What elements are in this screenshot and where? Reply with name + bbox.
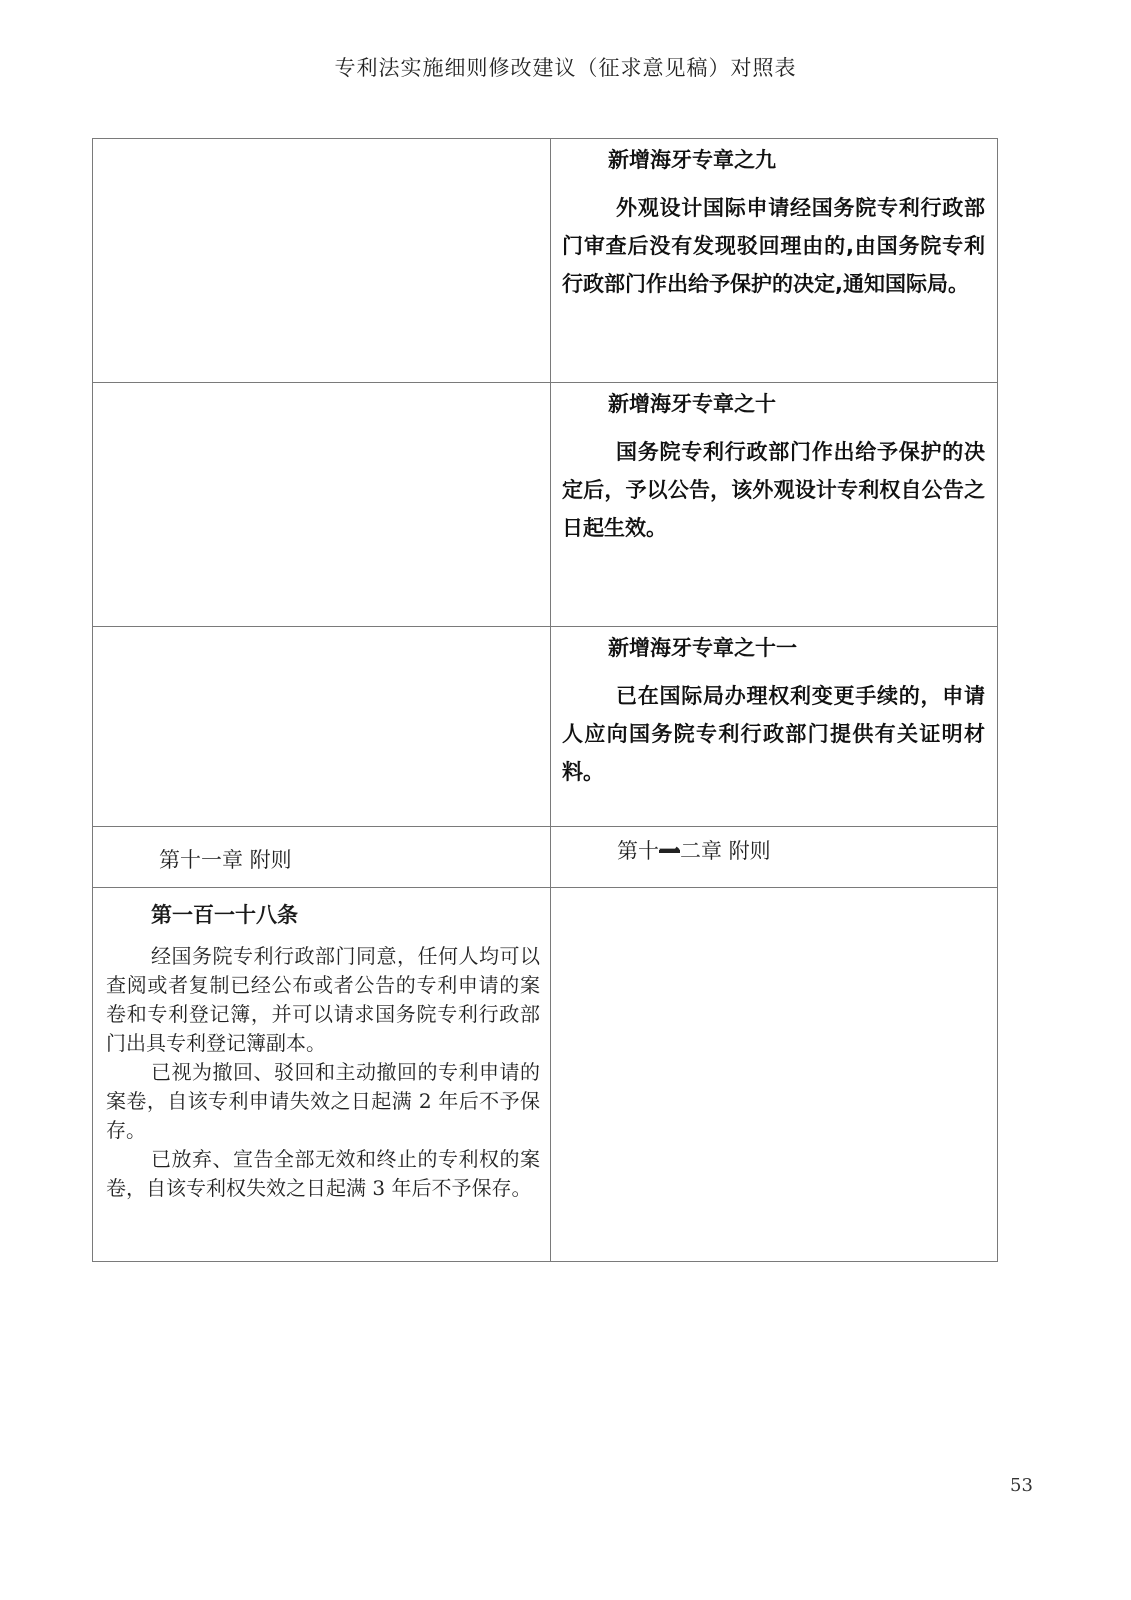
proposed-cell [551,627,998,827]
table-row [93,888,998,1262]
deleted-text: 一 [659,838,680,863]
article-paragraph: 经国务院专利行政部门同意，任何人均可以查阅或者复制已经公布或者公告的专利申请的案卷和专利登记簿，并可以请求国务院专利行政部门出具专利登记簿副本。 [106,944,540,1055]
proposed-article-cell [551,888,998,1262]
inserted-text: 二 [680,839,701,863]
comparison-table [92,138,998,1262]
original-chapter-title: 第十一章 附则 [159,848,292,872]
chapter-row [93,827,998,888]
original-cell [93,383,551,627]
proposed-cell [551,383,998,627]
proposed-chapter-title [551,827,997,865]
page-number: 53 [1010,1475,1033,1496]
original-article-cell [93,888,551,1262]
table-row [93,383,998,627]
article-paragraph: 已视为撤回、驳回和主动撤回的专利申请的案卷，自该专利申请失效之日起满 2 年后不予保存。 [106,1060,540,1142]
proposed-cell [551,139,998,383]
table-row [93,139,998,383]
new-article-heading: 新增海牙专章之十一 [608,636,797,660]
chapter-prefix: 第十 [617,839,659,863]
new-article-text: 外观设计国际申请经国务院专利行政部门审查后没有发现驳回理由的,由国务院专利行政部门作出给予保护的决定,通知国际局。 [562,196,985,296]
table-row [93,627,998,827]
original-chapter-cell [93,827,551,888]
article-paragraph: 已放弃、宣告全部无效和终止的专利权的案卷，自该专利权失效之日起满 3 年后不予保存。 [106,1147,540,1200]
new-article-text: 已在国际局办理权利变更手续的，申请人应向国务院专利行政部门提供有关证明材料。 [562,684,985,784]
new-article-heading: 新增海牙专章之九 [608,148,776,172]
proposed-chapter-cell [551,827,998,888]
article-title: 第一百一十八条 [151,903,298,927]
original-cell [93,627,551,827]
new-article-heading: 新增海牙专章之十 [608,392,776,416]
page-header-title: 专利法实施细则修改建议（征求意见稿）对照表 [334,56,797,80]
original-cell [93,139,551,383]
chapter-suffix: 章 附则 [701,839,771,863]
new-article-text: 国务院专利行政部门作出给予保护的决定后，予以公告，该外观设计专利权自公告之日起生效。 [562,440,985,540]
